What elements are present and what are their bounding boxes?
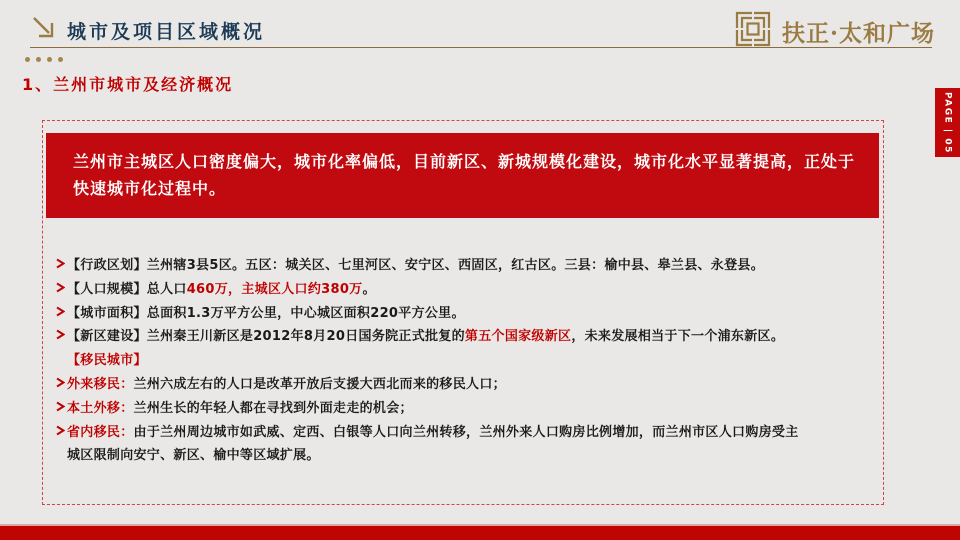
arrow-bullet-icon — [56, 278, 67, 302]
arrow-bullet-icon — [56, 325, 67, 349]
highlight-text: 460万，主城区人口约380万 — [186, 281, 363, 297]
bullet-list — [56, 254, 803, 468]
body-text: 【城市面积】总面积1.3万平方公里，中心城区面积220平方公里。 — [67, 305, 465, 321]
list-item — [56, 421, 803, 469]
dot — [36, 57, 41, 62]
body-text: 【行政区划】兰州辖3县5区。五区：城关区、七里河区、安宁区、西固区，红古区。三县：榆中县、皋兰县、永登县。 — [67, 258, 764, 273]
section-heading: 1、兰州市城市及经济概况 — [22, 75, 234, 94]
dot — [47, 57, 52, 62]
seal-icon — [734, 10, 772, 52]
list-item — [56, 397, 803, 421]
highlight-text: 【移民城市】 — [67, 353, 147, 369]
list-item — [56, 254, 803, 278]
body-text: 。 — [362, 281, 376, 297]
list-item — [56, 373, 803, 397]
highlight-text: 外来移民： — [67, 376, 134, 392]
page-number-label: PAGE | 05 — [942, 91, 953, 154]
highlight-text: 第五个国家级新区 — [464, 329, 572, 345]
dot — [25, 57, 30, 62]
list-item — [56, 349, 803, 373]
content-box — [42, 120, 884, 505]
bottom-accent-bar — [0, 524, 960, 540]
page-title: 城市及项目区域概况 — [67, 21, 266, 43]
corner-arrow-icon — [30, 14, 56, 40]
list-item — [56, 302, 803, 326]
body-text: 由于兰州周边城市如武威、定西、白银等人口向兰州转移，兰州外来人口购房比例增加，而兰州市区人口购房受主城区限制向安宁、新区、榆中等区域扩展。 — [67, 424, 799, 464]
arrow-bullet-icon — [56, 373, 67, 397]
body-text: ，未来发展相当于下一个浦东新区。 — [571, 329, 785, 345]
arrow-bullet-icon — [56, 254, 67, 278]
arrow-bullet-icon — [56, 421, 67, 445]
summary-banner — [46, 133, 879, 218]
brand-logo — [734, 10, 935, 52]
body-text: 兰州六成左右的人口是改革开放后支援大西北而来的移民人口； — [133, 376, 506, 392]
list-item — [56, 278, 803, 302]
brand-name: 扶正·太和广场 — [781, 19, 935, 47]
arrow-bullet-icon — [56, 302, 67, 326]
page-number-tab — [935, 88, 960, 157]
header-divider-line — [30, 47, 932, 48]
arrow-bullet-icon — [56, 397, 67, 421]
summary-banner-text: 兰州市主城区人口密度偏大，城市化率偏低，目前新区、新城规模化建设，城市化水平显著提高，正处于快速城市化过程中。 — [73, 152, 856, 198]
dots-decoration — [25, 57, 63, 62]
body-text: 【新区建设】兰州秦王川新区是2012年8月20日国务院正式批复的 — [67, 329, 465, 345]
list-item — [56, 325, 803, 349]
body-text: 兰州生长的年轻人都在寻找到外面走走的机会； — [133, 400, 413, 416]
body-text: 【人口规模】总人口 — [67, 281, 187, 297]
highlight-text: 本土外移： — [67, 400, 134, 416]
dot — [58, 57, 63, 62]
highlight-text: 省内移民： — [67, 424, 134, 440]
